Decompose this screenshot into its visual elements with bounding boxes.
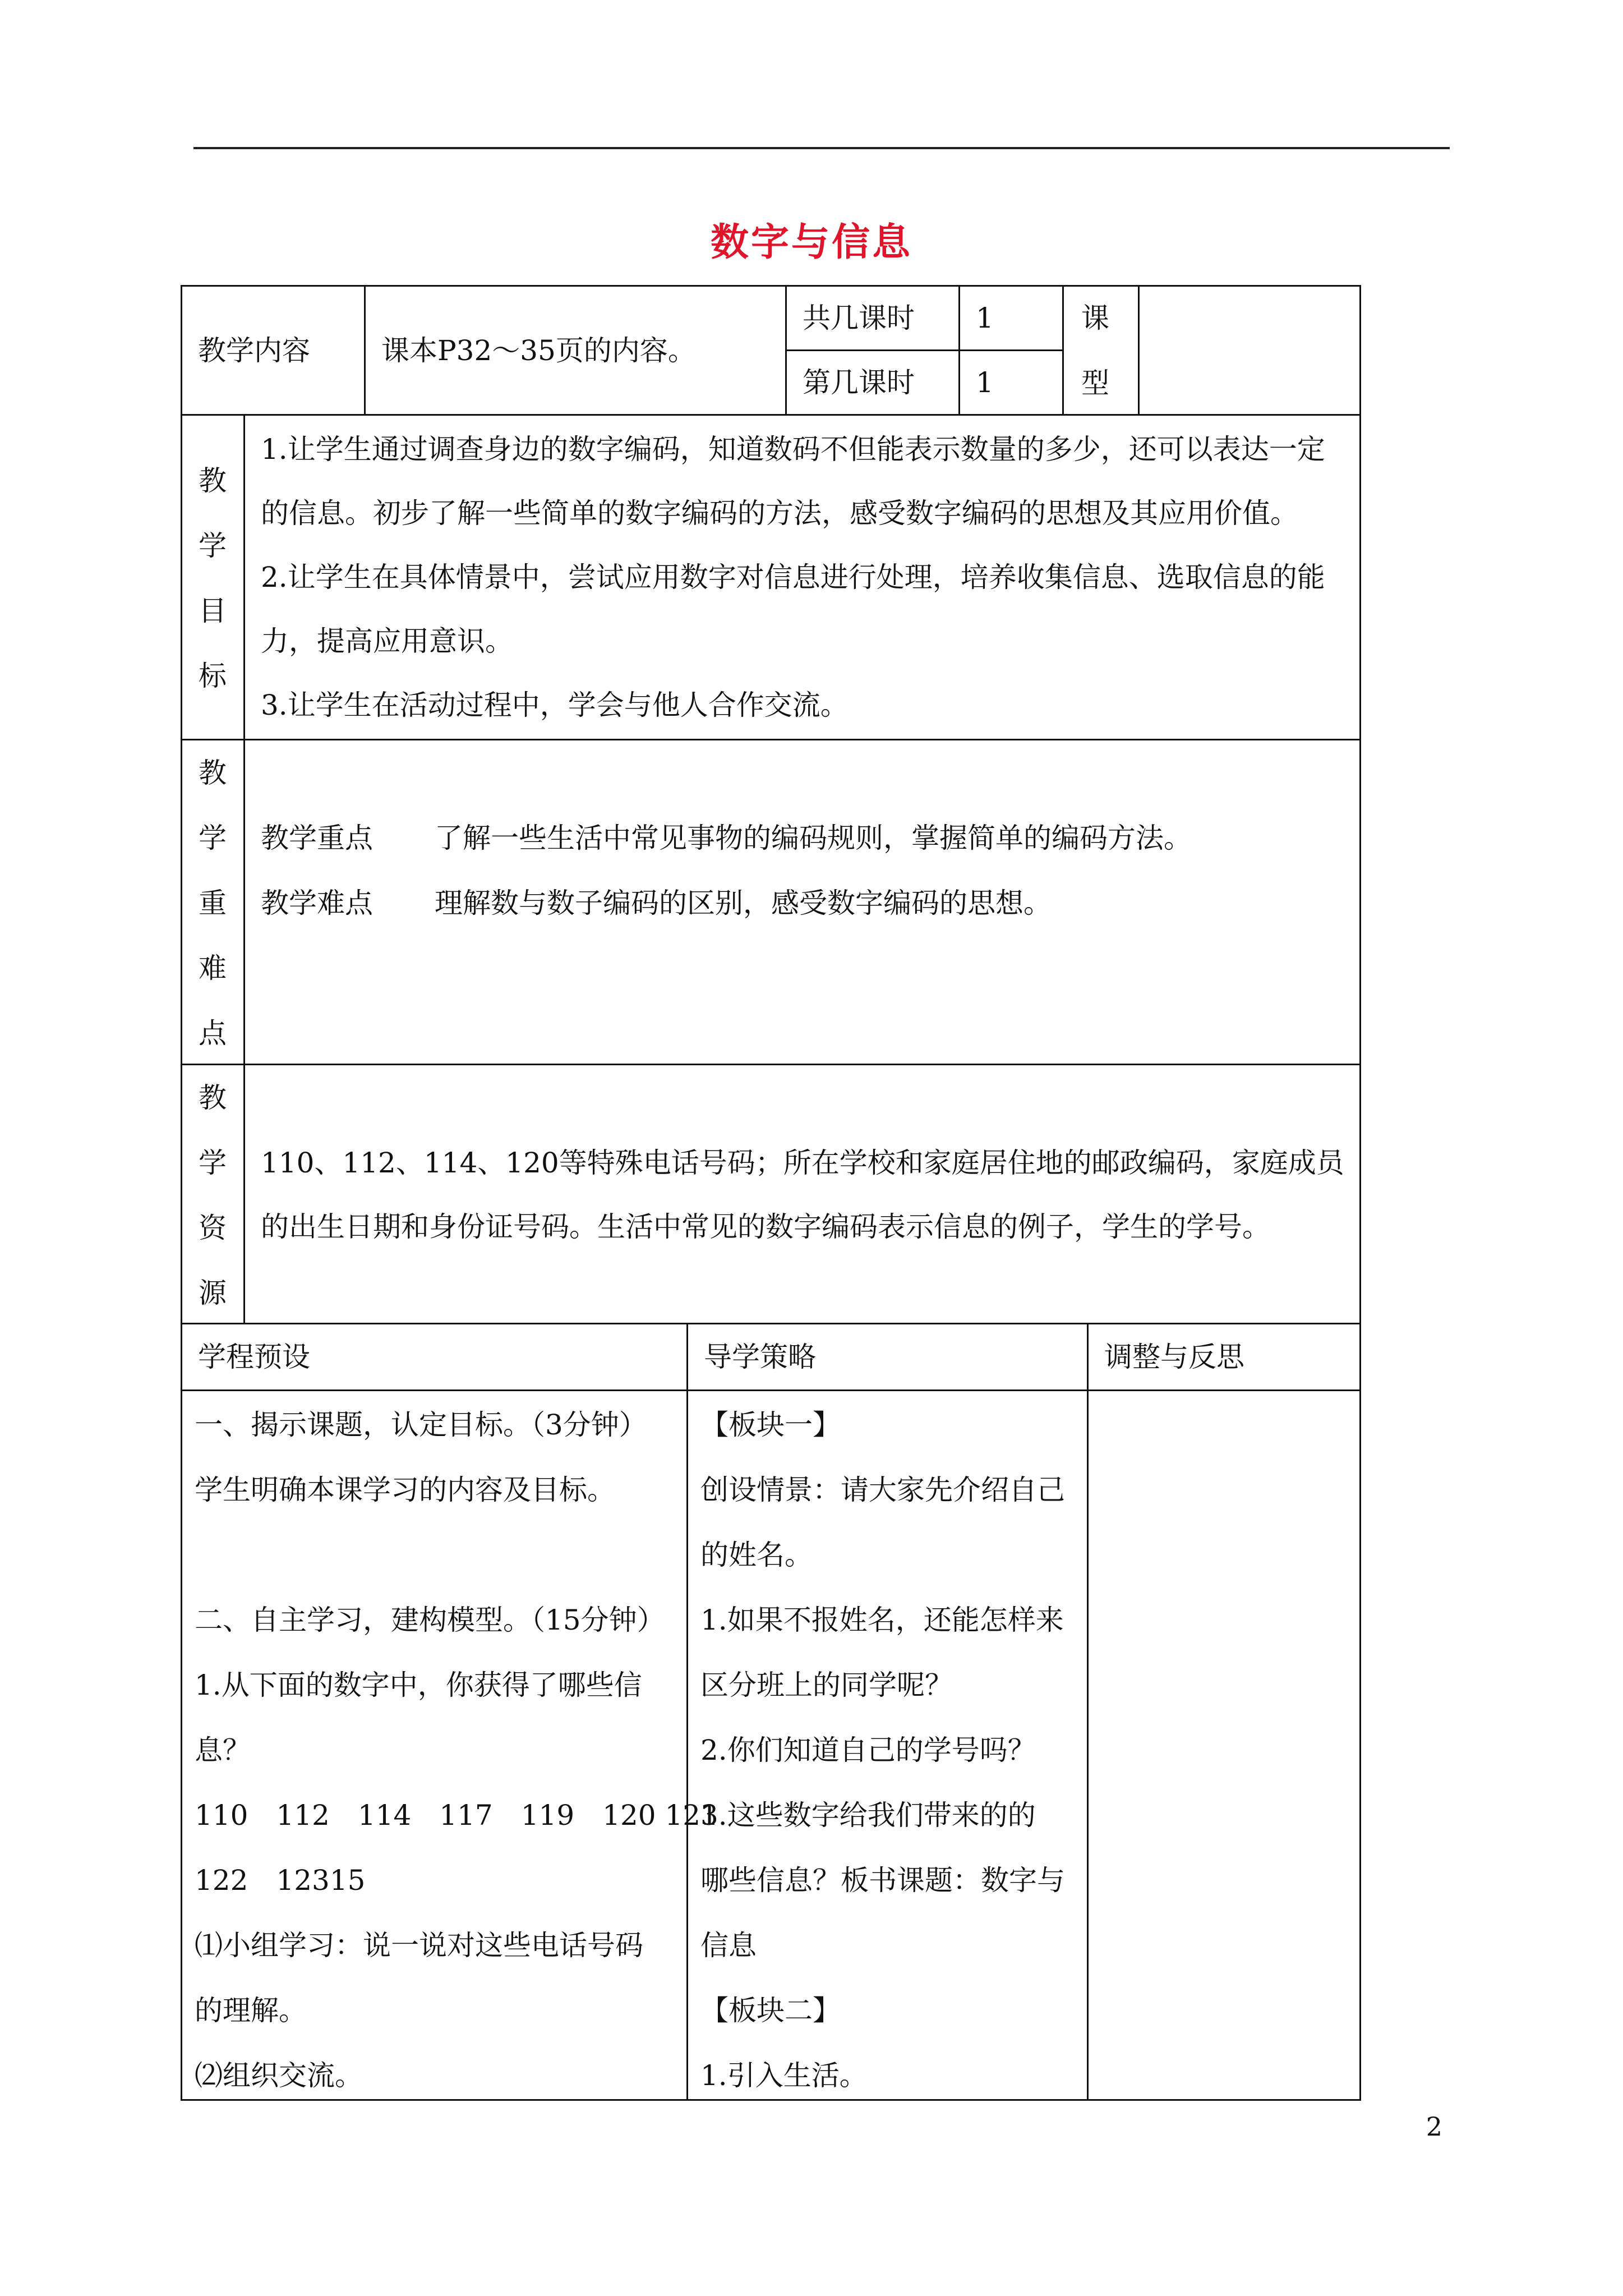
strategy-line: 区分班上的同学呢？ (700, 1669, 953, 1701)
resources-content-cell (243, 1064, 1361, 1324)
strategy-line: 的姓名。 (700, 1539, 813, 1571)
strategy-line: 2.你们知道自己的学号吗？ (700, 1734, 1036, 1766)
objectives-line: 2.让学生在具体情景中，尝试应用数字对信息进行处理，培养收集信息、选取信息的能 (261, 561, 1325, 593)
plan-line: 一、揭示课题，认定目标。（3分钟） (195, 1409, 647, 1441)
plan-line: 1.从下面的数字中，你获得了哪些信 (195, 1669, 642, 1701)
page-title: 数字与信息 (710, 220, 912, 265)
total-lessons-label: 共几课时 (803, 302, 915, 334)
type-value-cell (1138, 285, 1361, 416)
objectives-content-cell (243, 414, 1361, 740)
strategy-line: 信息 (700, 1929, 757, 1962)
process-header-cell (686, 1323, 1089, 1391)
process-header-strategy: 导学策略 (704, 1341, 816, 1373)
type-label-top: 课 (1081, 302, 1109, 334)
content-label-cell (181, 285, 366, 416)
strategy-line: 创设情景：请大家先介绍自己 (700, 1474, 1065, 1506)
process-header-plan: 学程预设 (198, 1341, 310, 1373)
process-strategy-cell (686, 1389, 1089, 2101)
content-value-cell (364, 285, 787, 416)
key-points-label-char: 点 (199, 1017, 227, 1050)
key-points-label-char: 难 (199, 952, 227, 984)
objectives-line: 力，提高应用意识。 (261, 625, 513, 657)
strategy-line: 1.如果不报姓名，还能怎样来 (700, 1604, 1064, 1636)
objectives-label-char: 目 (199, 595, 227, 627)
process-header-reflection: 调整与反思 (1104, 1341, 1244, 1373)
difficulty-text: 理解数与数子编码的区别，感受数字编码的思想。 (435, 887, 1052, 919)
key-points-label-char: 教 (199, 757, 227, 789)
objectives-label-char: 教 (199, 464, 227, 497)
resources-label-char: 源 (199, 1277, 227, 1309)
objectives-line: 1.让学生通过调查身边的数字编码，知道数码不但能表示数量的多少，还可以表达一定 (261, 433, 1325, 466)
total-lessons-value-cell (958, 285, 1064, 351)
objectives-label-cell (181, 414, 245, 740)
difficulty-label: 教学难点 (261, 887, 373, 919)
strategy-line: 哪些信息？板书课题：数字与 (700, 1864, 1065, 1897)
lesson-no-label-cell (785, 349, 960, 416)
resources-line: 110、112、114、120等特殊电话号码；所在学校和家庭居住地的邮政编码，家庭成员 (261, 1147, 1344, 1179)
resources-label-char: 教 (199, 1082, 227, 1114)
content-value: 课本P32～35页的内容。 (381, 334, 696, 367)
strategy-line: 1.引入生活。 (700, 2059, 868, 2092)
plan-line: 二、自主学习，建构模型。（15分钟） (195, 1604, 665, 1636)
objectives-label-char: 学 (199, 530, 227, 562)
type-label-bottom: 型 (1081, 367, 1109, 399)
lesson-no-value: 1 (976, 366, 994, 399)
key-points-content-cell (243, 739, 1361, 1065)
plan-line: 110 112 114 117 119 120 121 (195, 1799, 718, 1832)
content-label: 教学内容 (198, 334, 310, 367)
key-points-label-char: 重 (199, 887, 227, 919)
objectives-label-char: 标 (199, 660, 227, 692)
page-number: 2 (1426, 2111, 1442, 2142)
key-points-label-cell (181, 739, 245, 1065)
process-plan-cell (181, 1389, 718, 2101)
plan-line: 息？ (195, 1734, 251, 1766)
plan-line: 122 12315 (195, 1864, 366, 1897)
focus-label: 教学重点 (261, 822, 373, 854)
total-lessons-label-cell (785, 285, 960, 351)
focus-text: 了解一些生活中常见事物的编码规则，掌握简单的编码方法。 (435, 822, 1192, 854)
process-reflection-cell (1087, 1389, 1361, 2101)
resources-label-cell (181, 1064, 245, 1324)
process-header-cell (1087, 1323, 1361, 1391)
strategy-line: 【板块一】 (700, 1409, 841, 1441)
resources-label-char: 资 (199, 1212, 227, 1244)
plan-line: ⑴小组学习：说一说对这些电话号码 (195, 1929, 643, 1962)
type-label-cell (1062, 285, 1140, 416)
header-rule (193, 147, 1450, 149)
plan-line: ⑵组织交流。 (195, 2059, 363, 2092)
plan-line: 学生明确本课学习的内容及目标。 (195, 1474, 615, 1506)
strategy-line: 【板块二】 (700, 1994, 841, 2027)
strategy-line: 3.这些数字给我们带来的的 (700, 1799, 1036, 1832)
total-lessons-value: 1 (976, 302, 994, 334)
objectives-line: 3.让学生在活动过程中，学会与他人合作交流。 (261, 689, 849, 721)
lesson-no-value-cell (958, 349, 1064, 416)
plan-line: 的理解。 (195, 1994, 307, 2027)
lesson-no-label: 第几课时 (803, 366, 915, 399)
objectives-line: 的信息。初步了解一些简单的数字编码的方法，感受数字编码的思想及其应用价值。 (261, 497, 1298, 530)
process-header-cell (181, 1323, 688, 1391)
key-points-label-char: 学 (199, 822, 227, 854)
resources-label-char: 学 (199, 1147, 227, 1179)
resources-line: 的出生日期和身份证号码。生活中常见的数字编码表示信息的例子，学生的学号。 (261, 1211, 1270, 1243)
